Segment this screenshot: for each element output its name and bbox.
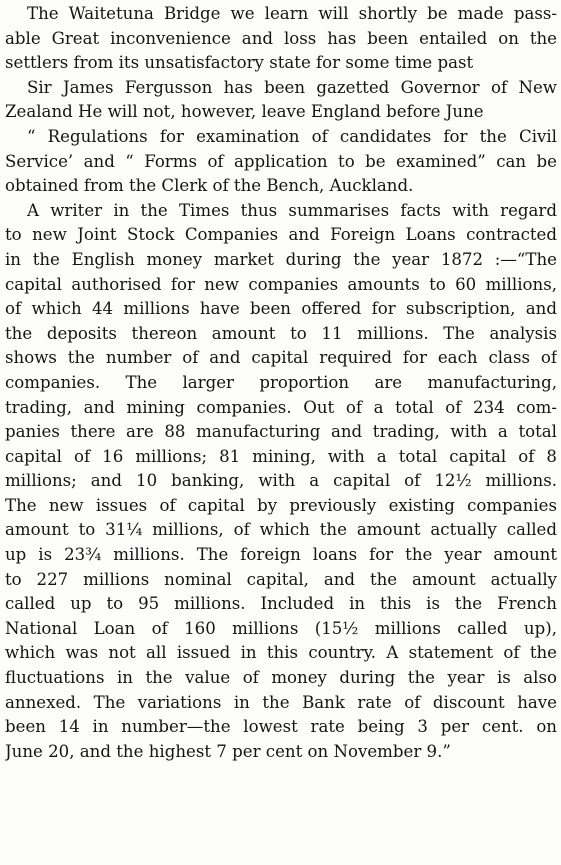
text-line: able Great inconvenience and loss has been entailed on the: [5, 28, 557, 48]
text-line: of which 44 millions have been offered for subscription, and: [5, 299, 557, 319]
text-line: capital of 16 millions; 81 mining, with a total capital of 8: [5, 446, 557, 466]
text-line: Zealand He will not, however, leave England before June: [5, 102, 484, 122]
text-line: up is 23¾ millions. The foreign loans for the year amount: [5, 545, 557, 565]
text-line: Sir James Fergusson has been gazetted Governor of New: [27, 77, 557, 97]
text-line: National Loan of 160 millions (15½ millions called up),: [5, 618, 557, 638]
text-line: amount to 31¼ millions, of which the amount actually called: [5, 520, 557, 540]
text-line: to new Joint Stock Companies and Foreign Loans contracted: [5, 225, 557, 245]
text-line: companies. The larger proportion are manufacturing,: [5, 372, 557, 392]
text-line: the deposits thereon amount to 11 millions. The analysis: [5, 323, 557, 343]
text-line: which was not all issued in this country. A statement of the: [5, 643, 557, 663]
paragraph-waitetuna-bridge: [5, 2, 557, 76]
text-line: “ Regulations for examination of candidates for the Civil: [27, 126, 557, 146]
text-line: capital authorised for new companies amounts to 60 millions,: [5, 274, 557, 294]
paragraph-governor: [5, 76, 557, 125]
paragraph-civil-service: [5, 125, 557, 199]
text-line: panies there are 88 manufacturing and trading, with a total: [5, 422, 557, 442]
text-line: trading, and mining companies. Out of a total of 234 com-: [5, 397, 557, 417]
text-line: in the English money market during the year 1872 :—“The: [5, 249, 557, 269]
text-line: Service’ and “ Forms of application to be examined” can be: [5, 151, 557, 171]
text-line: A writer in the Times thus summarises facts with regard: [27, 200, 557, 220]
text-line: fluctuations in the value of money during the year is also: [5, 668, 557, 688]
text-line: millions; and 10 banking, with a capital of 12½ millions.: [5, 471, 557, 491]
text-line: annexed. The variations in the Bank rate of discount have: [5, 692, 557, 712]
paragraph-times-summary: [5, 199, 557, 765]
text-line: shows the number of and capital required for each class of: [5, 348, 557, 368]
text-line: to 227 millions nominal capital, and the amount actually: [5, 569, 557, 589]
text-line: June 20, and the highest 7 per cent on November 9.”: [5, 741, 451, 761]
text-line: settlers from its unsatisfactory state for some time past: [5, 53, 474, 73]
text-line: obtained from the Clerk of the Bench, Auckland.: [5, 176, 414, 196]
text-line: The Waitetuna Bridge we learn will shortly be made pass-: [27, 4, 557, 23]
text-line: called up to 95 millions. Included in this is the French: [5, 594, 557, 614]
text-line: been 14 in number—the lowest rate being 3 per cent. on: [5, 717, 557, 737]
text-line: The new issues of capital by previously existing companies: [5, 495, 557, 515]
